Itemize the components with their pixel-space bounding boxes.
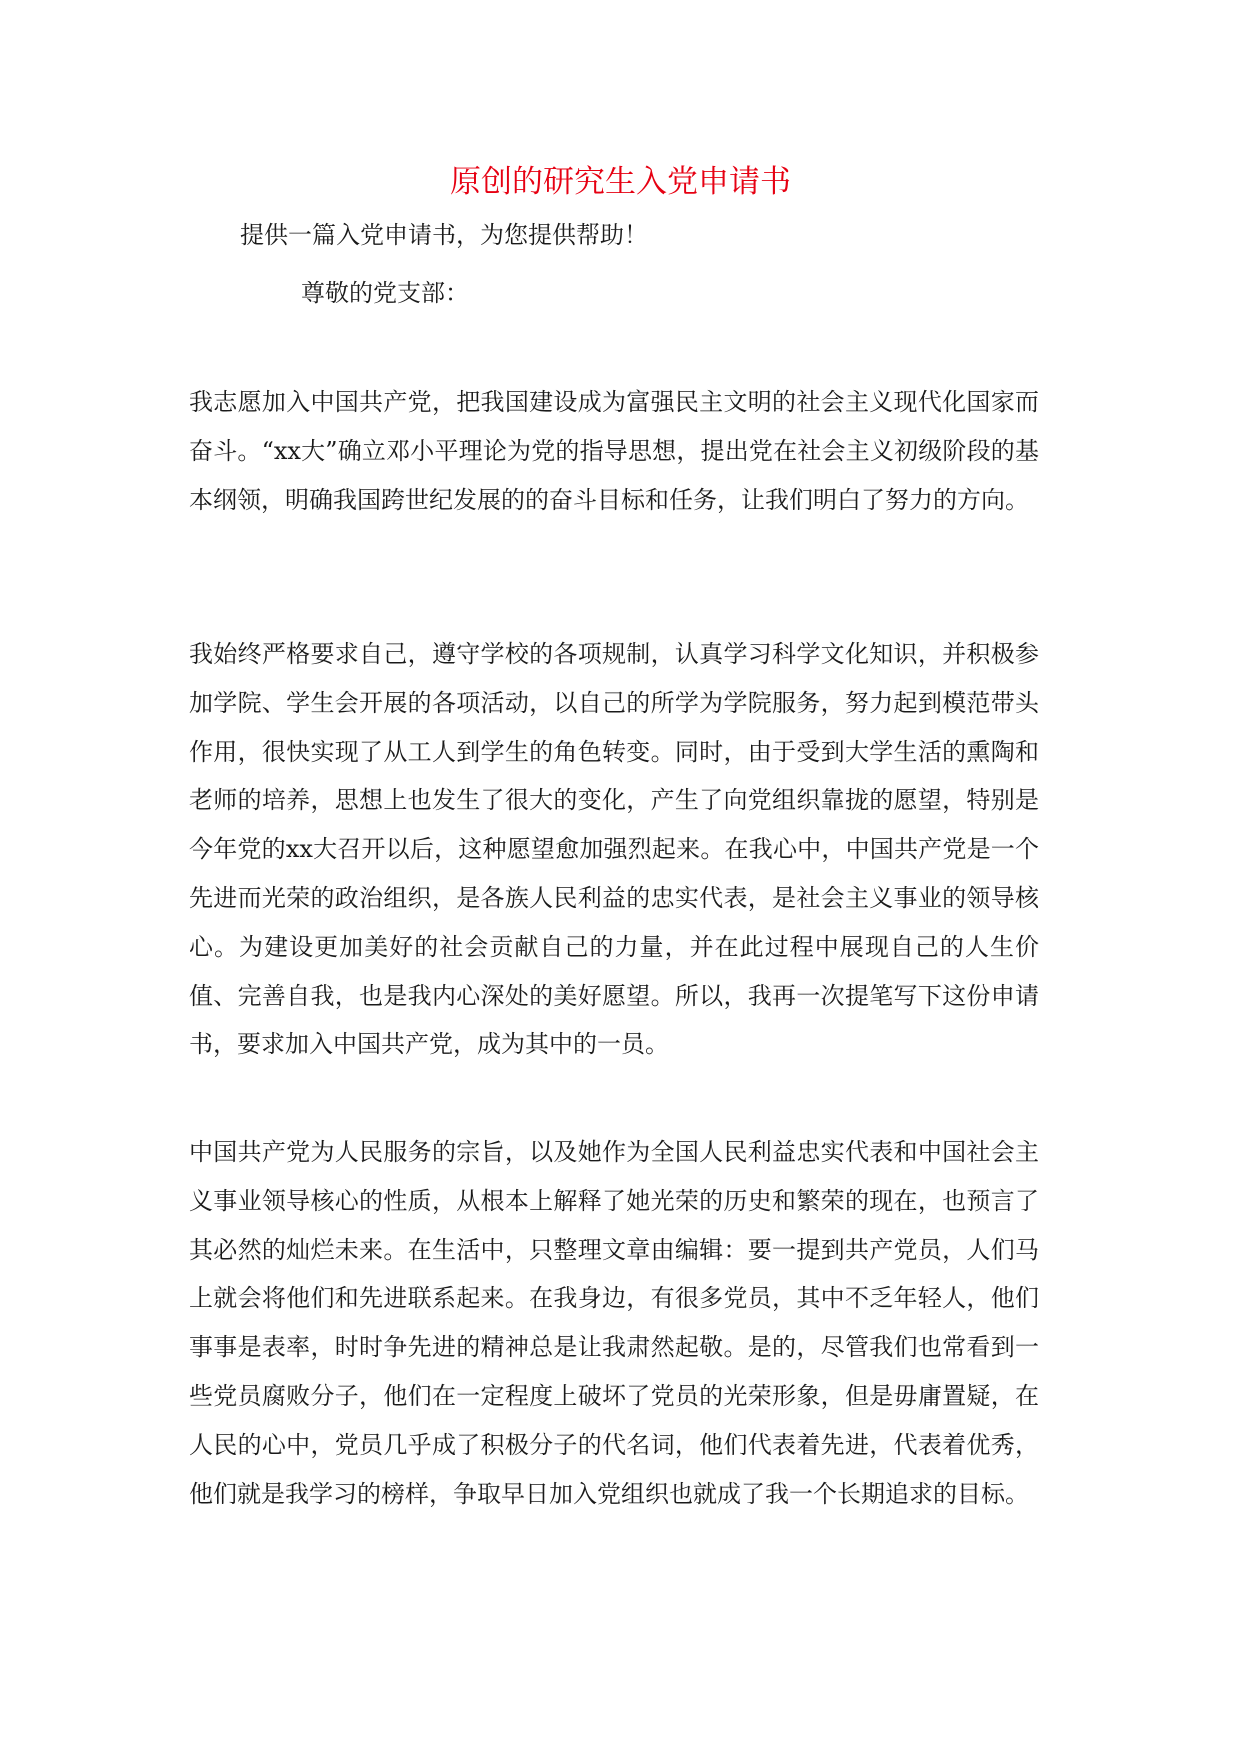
salutation: 尊敬的党支部： bbox=[301, 279, 469, 307]
body-paragraph-2: 我始终严格要求自己，遵守学校的各项规制，认真学习科学文化知识，并积极参加学院、学生会开展的各项活动，以自己的所学为学院服务，努力起到模范带头作用，很快实现了从工人到学生的角色转变。同时，由于受到大学生活的熏陶和老师的培养，思想上也发生了很大的变化，产生了向党组织靠拢的愿望，特别是今年党的xx大召开以后，这种愿望愈加强烈起来。在我心中，中国共产党是一个先进而光荣的政治组织，是各族人民利益的忠实代表，是社会主义事业的领导核心。为建设更加美好的社会贡献自己的力量，并在此过程中展现自己的人生价值、完善自我，也是我内心深处的美好愿望。所以，我再一次提笔写下这份申请书，要求加入中国共产党，成为其中的一员。 bbox=[189, 640, 1039, 1059]
body-paragraph-1: 我志愿加入中国共产党，把我国建设成为富强民主文明的社会主义现代化国家而奋斗。“xx大”确立邓小平理论为党的指导思想，提出党在社会主义初级阶段的基本纲领，明确我国跨世纪发展的的奋斗目标和任务，让我们明白了努力的方向。 bbox=[189, 388, 1039, 514]
body-paragraph-3: 中国共产党为人民服务的宗旨，以及她作为全国人民利益忠实代表和中国社会主义事业领导核心的性质，从根本上解释了她光荣的历史和繁荣的现在，也预言了其必然的灿烂未来。在生活中，只整理文章由编辑：要一提到共产党员，人们马上就会将他们和先进联系起来。在我身边，有很多党员，其中不乏年轻人，他们事事是表率，时时争先进的精神总是让我肃然起敬。是的，尽管我们也常看到一些党员腐败分子，他们在一定程度上破坏了党员的光荣形象，但是毋庸置疑，在人民的心中，党员几乎成了积极分子的代名词，他们代表着先进，代表着优秀，他们就是我学习的榜样，争取早日加入党组织也就成了我一个长期追求的目标。 bbox=[189, 1138, 1039, 1508]
document-title: 原创的研究生入党申请书 bbox=[450, 164, 791, 200]
intro-text: 提供一篇入党申请书，为您提供帮助！ bbox=[240, 221, 648, 249]
